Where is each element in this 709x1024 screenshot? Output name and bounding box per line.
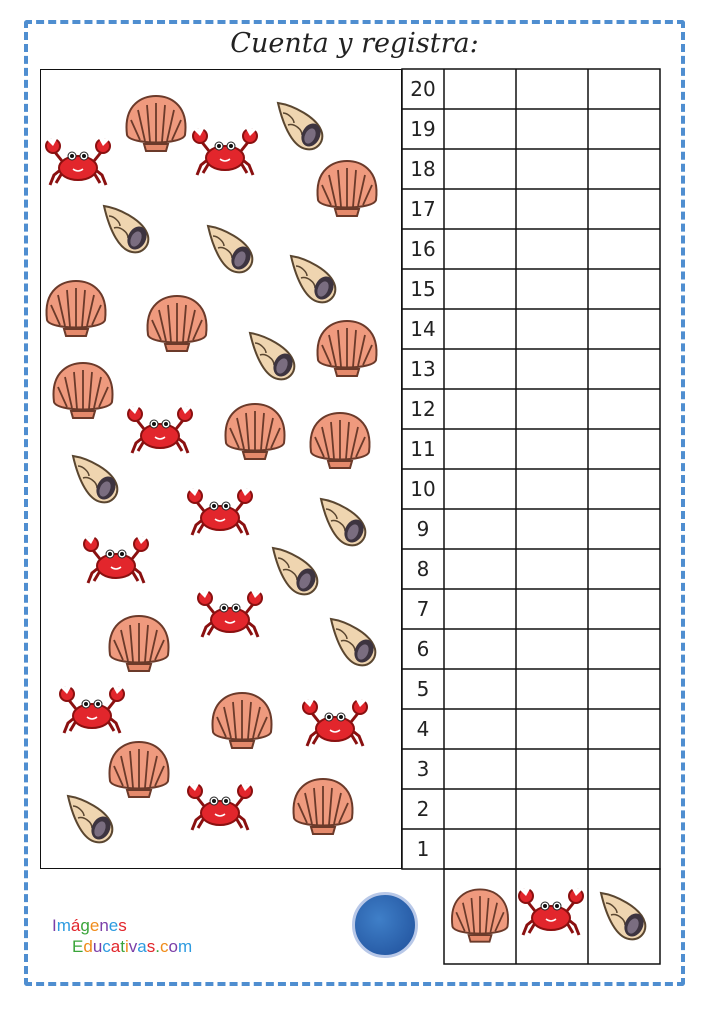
snail-item bbox=[278, 103, 324, 150]
scallop-item bbox=[294, 779, 353, 834]
scallop-item bbox=[213, 693, 272, 748]
column-icon-crab bbox=[519, 887, 583, 935]
row-number: 10 bbox=[410, 477, 436, 501]
row-number: 8 bbox=[416, 557, 430, 581]
crab-item bbox=[188, 782, 252, 830]
crab-item bbox=[84, 535, 148, 583]
row-number: 3 bbox=[416, 757, 430, 781]
page-title: Cuenta y registra: bbox=[230, 28, 479, 59]
snail-item bbox=[250, 333, 296, 380]
row-number: 1 bbox=[416, 837, 430, 861]
snail-item bbox=[273, 548, 319, 595]
scallop-item bbox=[318, 321, 377, 376]
row-number: 18 bbox=[410, 157, 436, 181]
snail-item bbox=[68, 796, 114, 843]
scallop-item bbox=[54, 363, 113, 418]
scallop-item bbox=[127, 96, 186, 151]
items-layer bbox=[46, 96, 377, 843]
scallop-item bbox=[318, 161, 377, 216]
row-number: 14 bbox=[410, 317, 436, 341]
row-number: 5 bbox=[416, 677, 430, 701]
crab-item bbox=[60, 685, 124, 733]
column-icon-snail bbox=[601, 893, 647, 940]
scallop-item bbox=[311, 413, 370, 468]
row-number: 6 bbox=[416, 637, 430, 661]
scallop-item bbox=[47, 281, 106, 336]
row-number: 19 bbox=[410, 117, 436, 141]
row-number: 9 bbox=[416, 517, 430, 541]
scallop-item bbox=[226, 404, 285, 459]
row-number: 15 bbox=[410, 277, 436, 301]
crab-item bbox=[128, 405, 192, 453]
row-number: 17 bbox=[410, 197, 436, 221]
snail-item bbox=[331, 619, 377, 666]
snail-item bbox=[208, 226, 254, 273]
crab-item bbox=[193, 127, 257, 175]
row-number: 4 bbox=[416, 717, 430, 741]
crab-item bbox=[46, 137, 110, 185]
logo-badge bbox=[352, 892, 418, 958]
logo-line2: Educativas.com bbox=[72, 937, 193, 956]
row-number: 11 bbox=[410, 437, 436, 461]
row-number: 16 bbox=[410, 237, 436, 261]
crab-item bbox=[303, 698, 367, 746]
row-number: 12 bbox=[410, 397, 436, 421]
snail-item bbox=[104, 206, 150, 253]
logo-line1: Imágenes bbox=[52, 916, 127, 935]
crab-item bbox=[198, 589, 262, 637]
scallop-item bbox=[148, 296, 207, 351]
crab-item bbox=[188, 487, 252, 535]
scallop-item bbox=[110, 616, 169, 671]
row-number: 13 bbox=[410, 357, 436, 381]
snail-item bbox=[73, 456, 119, 503]
row-number: 2 bbox=[416, 797, 430, 821]
snail-item bbox=[321, 499, 367, 546]
snail-item bbox=[291, 256, 337, 303]
row-number: 20 bbox=[410, 77, 436, 101]
column-icon-scallop bbox=[452, 889, 508, 941]
row-number: 7 bbox=[416, 597, 430, 621]
scallop-item bbox=[110, 742, 169, 797]
